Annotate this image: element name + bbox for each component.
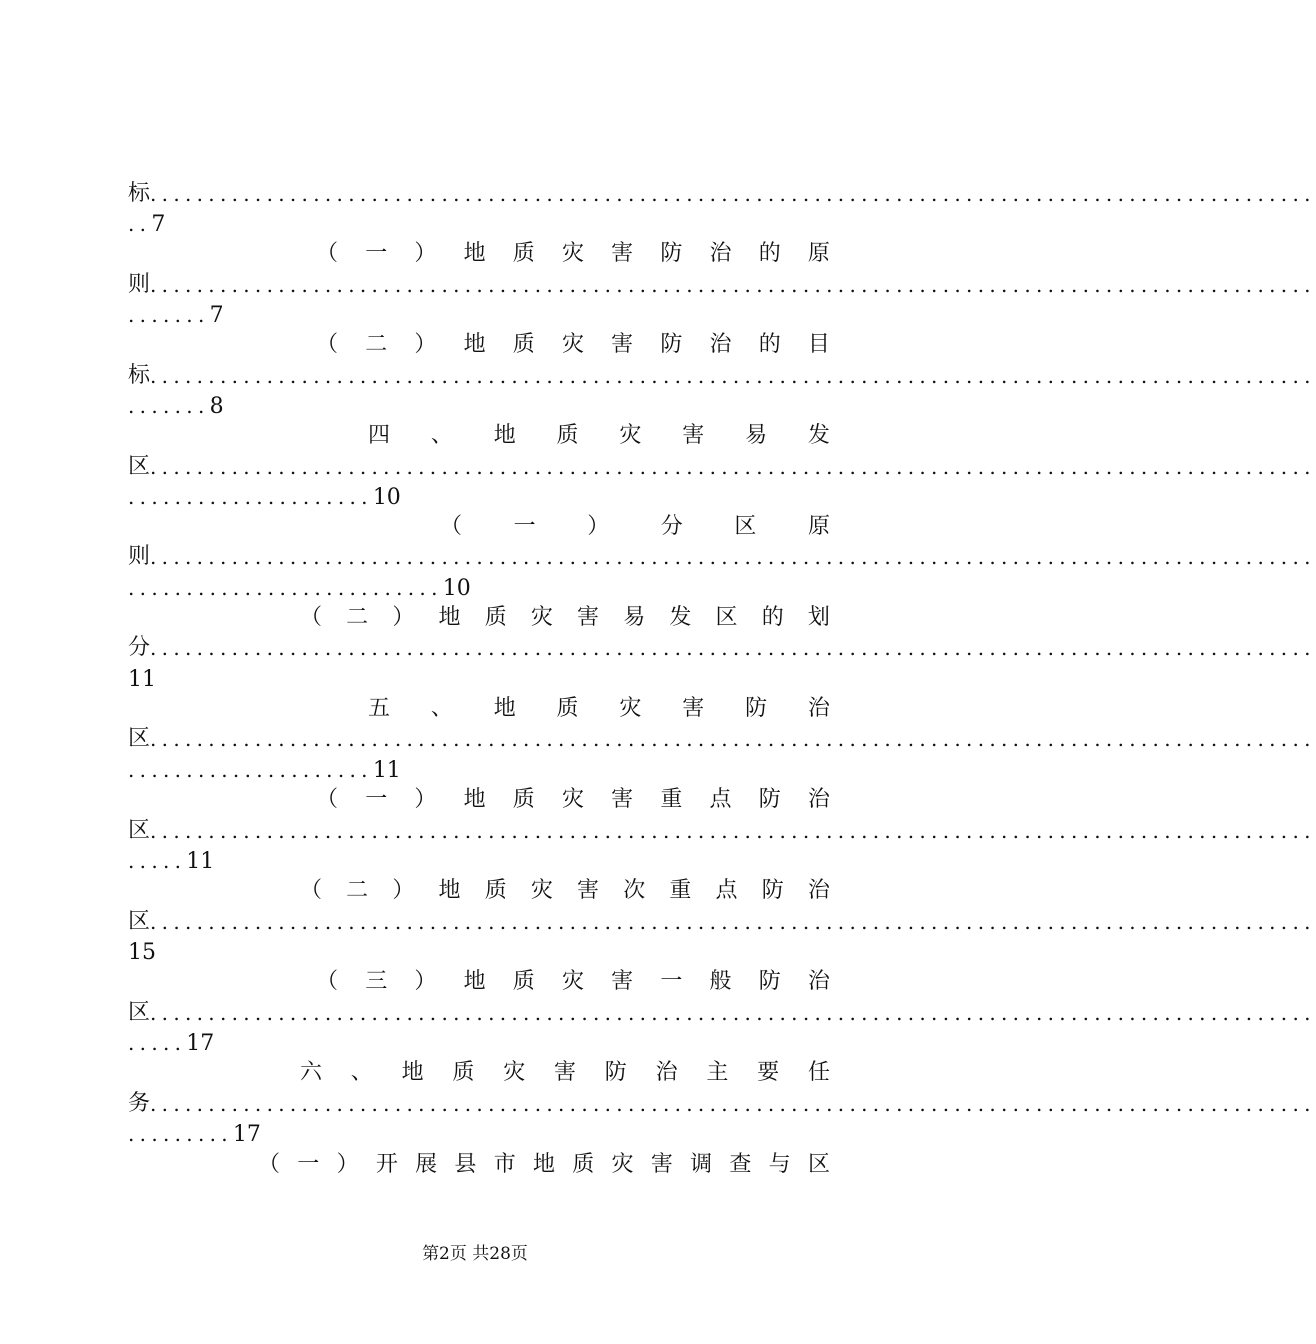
dot-leader: ..... <box>128 849 187 873</box>
page-footer: 第2页 共28页 <box>422 1244 528 1264</box>
toc-char: ） <box>414 332 437 357</box>
toc-entry-title <box>128 331 830 359</box>
toc-page-number: 11 <box>128 667 156 692</box>
toc-entry-title <box>128 604 830 632</box>
toc-char: 地 <box>463 241 486 266</box>
toc-head-char: 区 <box>128 726 151 751</box>
toc-entry-page-line <box>128 938 830 966</box>
toc-char: 任 <box>807 1060 830 1085</box>
toc-entry-head <box>128 634 1316 662</box>
toc-char: （ <box>316 969 339 994</box>
toc-entry-head <box>128 543 1316 571</box>
toc-char: 质 <box>512 969 535 994</box>
toc-char: 四 <box>368 423 391 448</box>
toc-char: 地 <box>493 696 516 721</box>
toc-char: 点 <box>715 878 738 903</box>
toc-char: 害 <box>577 605 600 630</box>
toc-head-char: 区 <box>128 454 151 479</box>
toc-char: 灾 <box>530 605 553 630</box>
toc-char: 害 <box>611 332 634 357</box>
toc-char: （ <box>300 605 323 630</box>
toc-char: 地 <box>401 1060 424 1085</box>
toc-char: 区 <box>734 514 757 539</box>
dot-leader: .................................................................................................... <box>150 910 1316 934</box>
toc-char: 六 <box>300 1060 323 1085</box>
toc-char: 与 <box>768 1152 791 1177</box>
toc-char: 治 <box>807 878 830 903</box>
toc-char: 易 <box>623 605 646 630</box>
toc-char: 、 <box>430 696 453 721</box>
toc-char: 灾 <box>619 423 642 448</box>
toc-char: 灾 <box>561 787 584 812</box>
toc-entry-title <box>128 422 830 450</box>
toc-char: 发 <box>807 423 830 448</box>
dot-leader: .................................................................................................... <box>150 1092 1316 1116</box>
toc-char: 原 <box>807 514 830 539</box>
toc-head-char: 务 <box>128 1091 151 1116</box>
toc-page-number: 8 <box>209 394 224 419</box>
toc-entry-title <box>128 1059 830 1087</box>
toc-char: 地 <box>463 969 486 994</box>
toc-entry-page-line <box>128 756 830 784</box>
toc-char: 一 <box>365 787 388 812</box>
toc-char: 防 <box>758 969 781 994</box>
toc-char: 的 <box>758 332 781 357</box>
toc-char: 灾 <box>561 969 584 994</box>
toc-char: 、 <box>430 423 453 448</box>
toc-char: 重 <box>669 878 692 903</box>
toc-char: 质 <box>452 1060 475 1085</box>
toc-char: 开 <box>375 1152 398 1177</box>
toc-char: （ <box>300 878 323 903</box>
toc-char: ） <box>414 241 437 266</box>
dot-leader: .................................................................................................... <box>150 273 1316 297</box>
toc-char: 治 <box>807 787 830 812</box>
toc-page-number: 15 <box>128 940 156 965</box>
toc-char: 地 <box>463 787 486 812</box>
toc-char: 害 <box>611 787 634 812</box>
dot-leader: ..................... <box>128 485 373 509</box>
toc-head-char: 区 <box>128 818 151 843</box>
toc-char: 防 <box>660 241 683 266</box>
toc-char: 害 <box>611 969 634 994</box>
toc-char: 次 <box>623 878 646 903</box>
toc-char: ） <box>587 514 610 539</box>
toc-page-number: 7 <box>151 212 166 237</box>
toc-char: 防 <box>758 787 781 812</box>
toc-char: 地 <box>532 1152 555 1177</box>
toc-char: 质 <box>572 1152 595 1177</box>
dot-leader: ......... <box>128 1122 233 1146</box>
toc-head-char: 分 <box>128 635 151 660</box>
toc-char: 质 <box>484 605 507 630</box>
toc-entry-title <box>128 695 830 723</box>
toc-page-number: 11 <box>186 849 215 874</box>
toc-entry-title <box>128 1151 830 1179</box>
dot-leader: .................................................................................................... <box>150 1001 1316 1025</box>
toc-page-number: 10 <box>372 485 401 510</box>
toc-head-char: 区 <box>128 909 151 934</box>
toc-char: 一 <box>365 241 388 266</box>
toc-entry-page-line <box>128 210 830 238</box>
toc-char: 治 <box>807 969 830 994</box>
toc-char: 三 <box>365 969 388 994</box>
toc-char: 一 <box>513 514 536 539</box>
toc-char: 的 <box>761 605 784 630</box>
toc-entry-head <box>128 362 1316 390</box>
toc-char: 质 <box>484 878 507 903</box>
toc-char: 害 <box>553 1060 576 1085</box>
toc-char: 、 <box>350 1060 373 1085</box>
dot-leader: ..................... <box>128 758 373 782</box>
toc-page-number: 11 <box>372 758 401 783</box>
toc-entry-head <box>128 817 1316 845</box>
toc-char: ） <box>414 787 437 812</box>
toc-char: 治 <box>709 241 732 266</box>
toc-char: 灾 <box>611 1152 634 1177</box>
toc-char: 重 <box>660 787 683 812</box>
toc-entry-page-line <box>128 574 830 602</box>
toc-char: 市 <box>493 1152 516 1177</box>
toc-char: 治 <box>709 332 732 357</box>
toc-char: ） <box>414 969 437 994</box>
toc-char: （ <box>440 514 463 539</box>
toc-char: 灾 <box>619 696 642 721</box>
toc-char: 展 <box>415 1152 438 1177</box>
dot-leader: .................................................................................................... <box>150 364 1316 388</box>
toc-head-char: 则 <box>128 544 151 569</box>
toc-char: 点 <box>709 787 732 812</box>
toc-char: 灾 <box>561 332 584 357</box>
toc-entry-title <box>128 877 830 905</box>
toc-char: （ <box>316 332 339 357</box>
toc-page-number: 17 <box>232 1122 261 1147</box>
toc-char: 区 <box>715 605 738 630</box>
toc-char: 一 <box>297 1152 320 1177</box>
toc-head-char: 则 <box>128 272 151 297</box>
toc-char: 防 <box>761 878 784 903</box>
toc-char: 般 <box>709 969 732 994</box>
toc-page-number: 7 <box>209 303 224 328</box>
toc-char: 防 <box>660 332 683 357</box>
toc-char: ） <box>336 1152 359 1177</box>
toc-char: 易 <box>745 423 768 448</box>
toc-entry-page-line <box>128 301 830 329</box>
toc-char: 原 <box>807 241 830 266</box>
toc-entry-head <box>128 999 1316 1027</box>
dot-leader: ........................... <box>128 576 443 600</box>
toc-entry-page-line <box>128 665 830 693</box>
toc-char: 发 <box>669 605 692 630</box>
toc-char: 害 <box>650 1152 673 1177</box>
toc-char: 划 <box>807 605 830 630</box>
toc-entry-title <box>128 786 830 814</box>
toc-entry-title <box>128 968 830 996</box>
toc-entry-page-line <box>128 1029 830 1057</box>
toc-char: 质 <box>556 423 579 448</box>
toc-char: 质 <box>512 332 535 357</box>
toc-entry-head <box>128 908 1316 936</box>
toc-entry-head <box>128 271 1316 299</box>
dot-leader: .................................................................................................... <box>150 819 1316 843</box>
toc-char: 质 <box>556 696 579 721</box>
toc-entry-title <box>128 513 830 541</box>
toc-char: 地 <box>463 332 486 357</box>
toc-char: 害 <box>682 696 705 721</box>
toc-char: 害 <box>611 241 634 266</box>
toc-char: 治 <box>807 696 830 721</box>
toc-char: 防 <box>745 696 768 721</box>
toc-char: 查 <box>729 1152 752 1177</box>
toc-char: 治 <box>655 1060 678 1085</box>
toc-entry-head <box>128 725 1316 753</box>
toc-char: 质 <box>512 241 535 266</box>
toc-char: ） <box>392 878 415 903</box>
toc-char: 害 <box>682 423 705 448</box>
toc-char: 要 <box>757 1060 780 1085</box>
toc-char: 二 <box>346 878 369 903</box>
toc-char: （ <box>316 241 339 266</box>
toc-char: （ <box>316 787 339 812</box>
toc-char: 地 <box>493 423 516 448</box>
toc-entry-head <box>128 1090 1316 1118</box>
toc-char: 二 <box>365 332 388 357</box>
toc-char: 县 <box>454 1152 477 1177</box>
toc-char: 分 <box>660 514 683 539</box>
dot-leader: .................................................................................................... <box>150 636 1316 660</box>
dot-leader: .................................................................................................... <box>150 545 1316 569</box>
toc-entry-page-line <box>128 483 830 511</box>
dot-leader: ..... <box>128 1031 187 1055</box>
toc-char: 害 <box>577 878 600 903</box>
dot-leader: ....... <box>128 303 210 327</box>
toc-entry-page-line <box>128 1120 830 1148</box>
toc-char: 一 <box>660 969 683 994</box>
toc-char: （ <box>258 1152 281 1177</box>
toc-entry-title <box>128 240 830 268</box>
toc-head-char: 标 <box>128 181 151 206</box>
toc-page-number: 10 <box>442 576 471 601</box>
toc-page-number: 17 <box>186 1031 215 1056</box>
dot-leader: .................................................................................................... <box>150 182 1316 206</box>
toc-char: 五 <box>368 696 391 721</box>
toc-char: 防 <box>604 1060 627 1085</box>
toc-char: 的 <box>758 241 781 266</box>
toc-char: 主 <box>706 1060 729 1085</box>
toc-char: 地 <box>438 605 461 630</box>
toc-char: 灾 <box>503 1060 526 1085</box>
toc-entry-head <box>128 453 1316 481</box>
toc-char: 灾 <box>530 878 553 903</box>
toc-char: 目 <box>807 332 830 357</box>
toc-char: ） <box>392 605 415 630</box>
toc-head-char: 标 <box>128 363 151 388</box>
dot-leader: .. <box>128 212 152 236</box>
toc-char: 二 <box>346 605 369 630</box>
toc-char: 质 <box>512 787 535 812</box>
toc-char: 区 <box>807 1152 830 1177</box>
dot-leader: .................................................................................................... <box>150 455 1316 479</box>
dot-leader: .................................................................................................... <box>150 727 1316 751</box>
toc-entry-page-line <box>128 847 830 875</box>
toc-entry-page-line <box>128 392 830 420</box>
toc-head-char: 区 <box>128 1000 151 1025</box>
toc-char: 地 <box>438 878 461 903</box>
dot-leader: ....... <box>128 394 210 418</box>
toc-entry-head <box>128 180 1316 208</box>
toc-char: 调 <box>690 1152 713 1177</box>
toc-char: 灾 <box>561 241 584 266</box>
